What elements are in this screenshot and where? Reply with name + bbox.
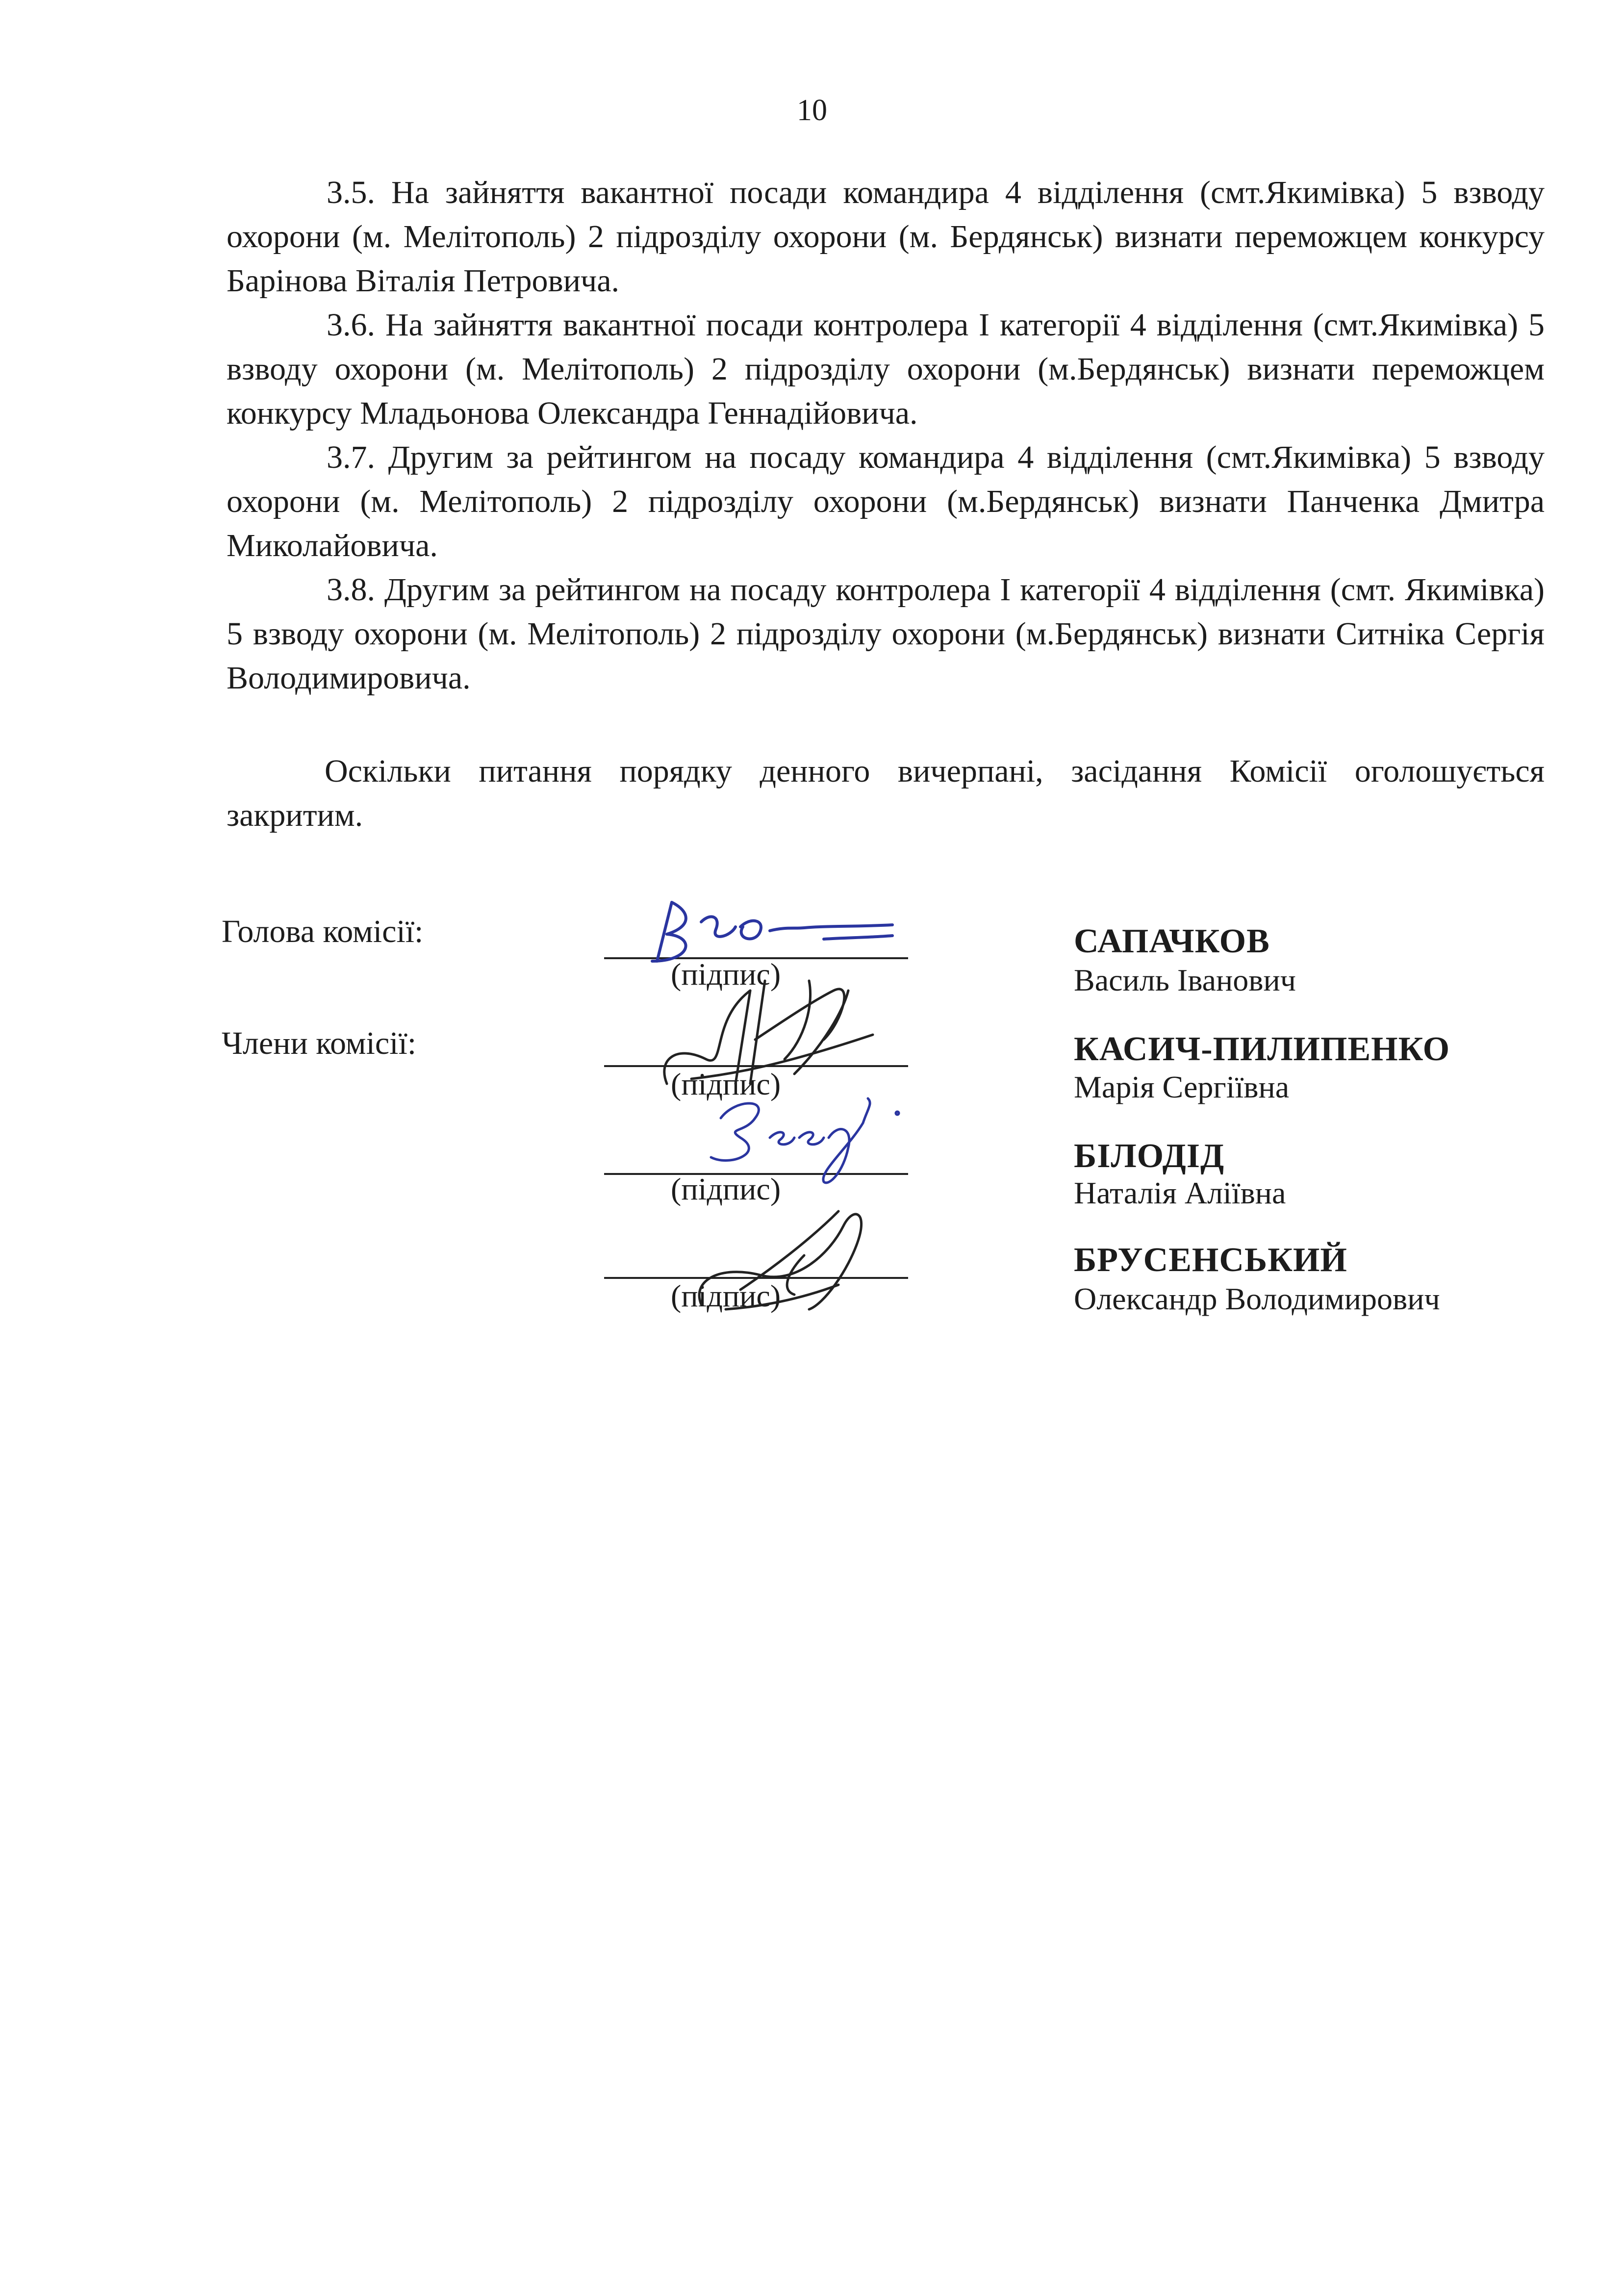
page-number: 10 bbox=[797, 94, 827, 127]
members-label: Члени комісії: bbox=[222, 1025, 417, 1061]
signatory-given-names: Василь Іванович bbox=[1074, 963, 1296, 997]
signature-caption: (підпис) bbox=[671, 957, 781, 992]
paragraph-3-5: 3.5. На зайняття вакантної посади командира 4 відділення (смт.Якимівка) 5 взводу охорони (м. Мелітополь) 2 підрозділу охорони (м. Бердянськ) визнати переможцем конкурсу Барінова Віталія Петровича. bbox=[227, 175, 1545, 299]
chair-label: Голова комісії: bbox=[222, 914, 424, 949]
signature-caption: (підпис) bbox=[671, 1067, 781, 1101]
signatory-surname: КАСИЧ-ПИЛИПЕНКО bbox=[1074, 1030, 1450, 1068]
signature-caption: (підпис) bbox=[671, 1172, 781, 1206]
signatory-given-names: Марія Сергіївна bbox=[1074, 1070, 1290, 1104]
signatory-surname: БІЛОДІД bbox=[1074, 1137, 1225, 1175]
minutes-body bbox=[227, 171, 1545, 838]
closing-statement: Оскільки питання порядку денного вичерпані, засідання Комісії оголошується закритим. bbox=[227, 753, 1545, 833]
handwritten-signature-kasych-pylypenko bbox=[637, 961, 912, 1108]
paragraph-3-8: 3.8. Другим за рейтингом на посаду контролера І категорії 4 відділення (смт. Якимівка) 5 взводу охорони (м. Мелітополь) 2 підрозділу охорони (м.Бердянськ) визнати Ситніка Сергія Володимировича. bbox=[227, 572, 1545, 696]
signatory-given-names: Олександр Володимирович bbox=[1074, 1281, 1440, 1316]
handwritten-signature-brusenskyi bbox=[682, 1192, 907, 1319]
signatory-surname: БРУСЕНСЬКИЙ bbox=[1074, 1241, 1347, 1279]
signature-caption: (підпис) bbox=[671, 1278, 781, 1313]
signatory-given-names: Наталія Аліївна bbox=[1074, 1175, 1286, 1210]
signatory-surname: САПАЧКОВ bbox=[1074, 922, 1270, 960]
paragraph-3-7: 3.7. Другим за рейтингом на посаду командира 4 відділення (смт.Якимівка) 5 взводу охорони (м. Мелітополь) 2 підрозділу охорони (м.Бердянськ) визнати Панченка Дмитра Миколайовича. bbox=[227, 439, 1545, 563]
paragraph-3-6: 3.6. На зайняття вакантної посади контролера І категорії 4 відділення (смт.Якимівка) 5 взводу охорони (м. Мелітополь) 2 підрозділу охорони (м.Бердянськ) визнати переможцем конкурсу Младьонова Олександра Геннадійовича. bbox=[227, 307, 1545, 431]
